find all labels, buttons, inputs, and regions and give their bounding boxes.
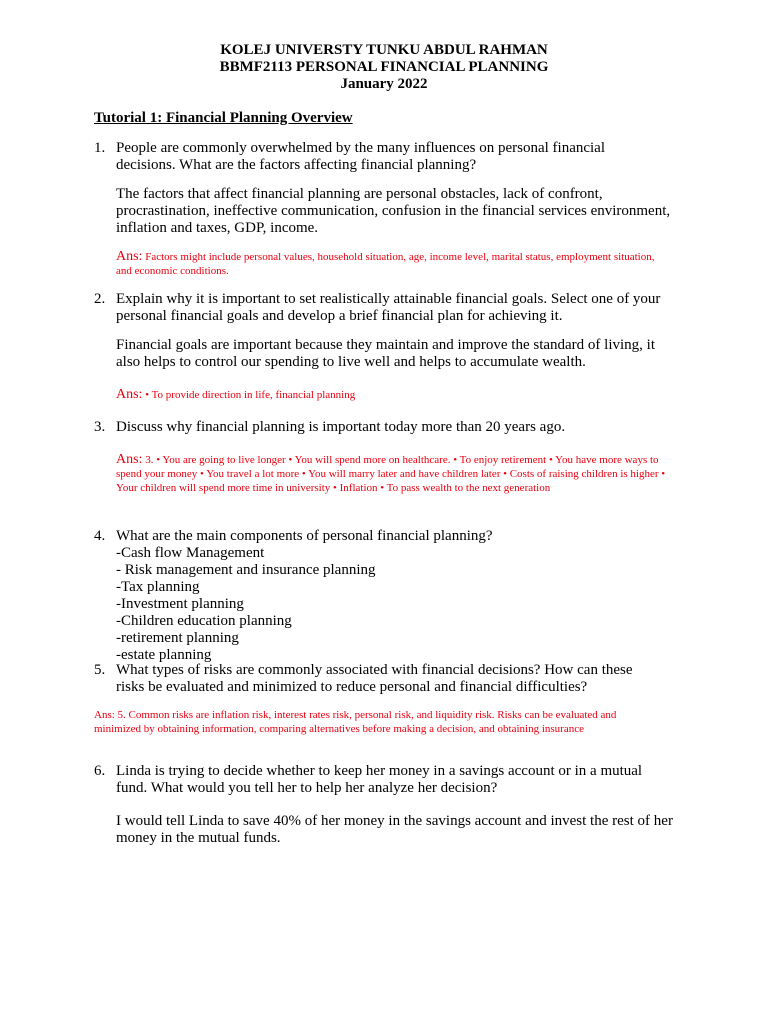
- answer-response-1: The factors that affect financial planning are personal obstacles, lack of confront, procrastination, ineffective communication, confusion in the financial services environment, inflation and taxes, GDP, income.: [116, 186, 671, 236]
- answer-key-text: Factors might include personal values, household situation, age, income level, marital status, employment situation, and economic conditions.: [116, 251, 655, 277]
- answer-response-2: Financial goals are important because they maintain and improve the standard of living, it also helps to control our spending to live well and helps to accumulate wealth.: [116, 337, 656, 370]
- document-header: [0, 42, 768, 93]
- question-6: [94, 763, 656, 797]
- answer-label: Ans:: [116, 387, 143, 402]
- answer-key-5: Ans: 5. Common risks are inflation risk, interest rates risk, personal risk, and liquidity risk. Risks can be evaluated and minimized by obtaining information, comparing alternatives before making a decision, and obtaining insurance: [94, 709, 617, 735]
- tutorial-title: Tutorial 1: Financial Planning Overview: [94, 110, 353, 126]
- course-title: BBMF2113 PERSONAL FINANCIAL PLANNING: [219, 59, 549, 75]
- list-item: -Investment planning: [116, 596, 244, 612]
- answer-key-text: • To provide direction in life, financial planning: [142, 389, 356, 401]
- question-3: [94, 419, 656, 436]
- list-item: -retirement planning: [116, 630, 239, 646]
- components-list: [116, 545, 656, 664]
- question-1: [94, 140, 656, 174]
- question-2: [94, 291, 671, 325]
- list-item: - Risk management and insurance planning: [116, 562, 376, 578]
- question-text: People are commonly overwhelmed by the many influences on personal financial decisions. What are the factors affecting financial planning?: [116, 140, 606, 173]
- question-text: Linda is trying to decide whether to keep her money in a savings account or in a mutual fund. What would you tell her to help her analyze her decision?: [116, 763, 643, 796]
- list-item: -Cash flow Management: [116, 545, 265, 561]
- semester-date: January 2022: [340, 76, 428, 92]
- question-number: 2.: [94, 291, 106, 307]
- answer-key-1: [116, 250, 671, 278]
- question-number: 5.: [94, 662, 106, 678]
- question-number: 1.: [94, 140, 106, 156]
- question-number: 3.: [94, 419, 106, 435]
- answer-response-6: I would tell Linda to save 40% of her money in the savings account and invest the rest of her money in the mutual funds.: [116, 813, 673, 846]
- list-item: -estate planning: [116, 647, 212, 663]
- question-number: 6.: [94, 763, 106, 779]
- question-text: What types of risks are commonly associated with financial decisions? How can these risks be evaluated and minimized to reduce personal and financial difficulties?: [116, 662, 633, 695]
- question-5: [94, 662, 656, 696]
- question-number: 4.: [94, 528, 106, 544]
- question-4: [94, 528, 656, 664]
- answer-label: Ans:: [116, 452, 143, 467]
- list-item: -Tax planning: [116, 579, 200, 595]
- question-text: Discuss why financial planning is important today more than 20 years ago.: [116, 419, 566, 435]
- answer-key-2: [116, 388, 671, 402]
- answer-label: Ans:: [116, 249, 143, 264]
- institution-name: KOLEJ UNIVERSTY TUNKU ABDUL RAHMAN: [220, 42, 548, 58]
- question-text: What are the main components of personal financial planning?: [116, 528, 493, 544]
- answer-key-text: 3. • You are going to live longer • You will spend more on healthcare. • To enjoy retirement • You have more ways to spend your money • You travel a lot more • You will marry later and have children later • Costs of raising children is higher • Your children will spend more time in university • Inflation • To pass wealth to the next generation: [116, 454, 666, 494]
- answer-key-3: [116, 453, 671, 495]
- question-text: Explain why it is important to set realistically attainable financial goals. Select one of your personal financial goals and develop a brief financial plan for achieving it.: [116, 291, 661, 324]
- list-item: -Children education planning: [116, 613, 292, 629]
